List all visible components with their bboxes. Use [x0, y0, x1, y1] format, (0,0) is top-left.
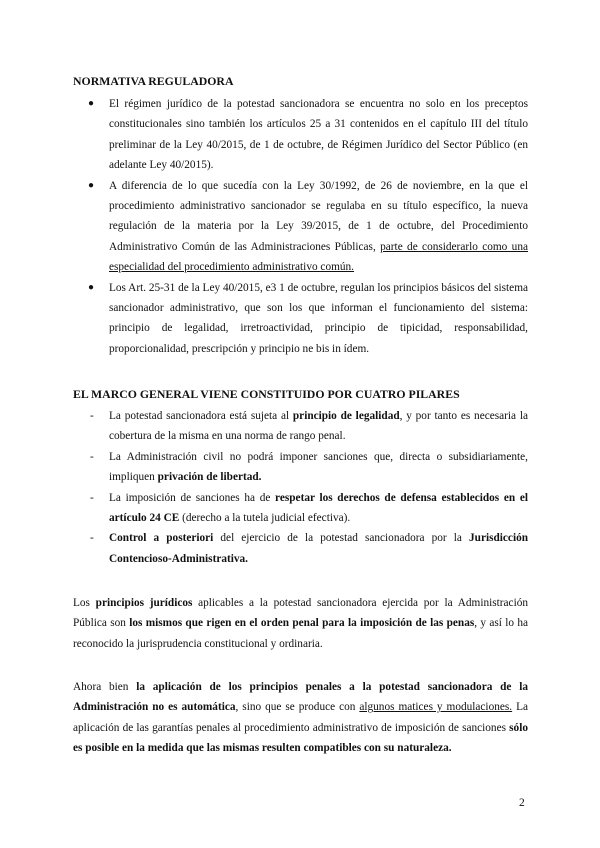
list-item: - La imposición de sanciones ha de respetar los derechos de defensa establecidos en el artículo 24 CE (derecho a la tutela judicial efectiva). — [88, 488, 528, 529]
dash-icon: - — [90, 532, 94, 545]
list-item: ● Los Art. 25-31 de la Ley 40/2015, e3 1 de octubre, regulan los principios básicos del sistema sancionador administrativo, que son los que informan el funcionamiento del sistema: principio de legalidad, irretroactividad, principio de tipicidad, responsabilidad, proporcionalidad, prescripción y principio ne bis in ídem. — [88, 278, 528, 360]
dash-icon: - — [90, 450, 94, 463]
normativa-bullet-list — [88, 94, 528, 359]
pilares-dash-list — [88, 406, 528, 569]
bullet-icon: ● — [88, 98, 95, 109]
dash-icon: - — [90, 410, 94, 422]
paragraph-aplicacion-principios: Ahora bien la aplicación de los principios penales a la potestad sancionadora de la Administración no es automática, sino que se produce con algunos matices y modulaciones. La aplicación de las garantías penales al procedimiento administrativo de imposición de sanciones sólo es posible en la medida que las mismas resulten compatibles con su naturaleza. — [73, 681, 528, 755]
bullet-icon: ● — [88, 179, 95, 191]
bullet-icon: ● — [88, 281, 95, 293]
page-number: 2 — [519, 797, 525, 809]
list-item: - La Administración civil no podrá imponer sanciones que, directa o subsidiariamente, impliquen privación de libertad. — [88, 447, 528, 488]
section-heading-marco-general: EL MARCO GENERAL VIENE CONSTITUIDO POR CUATRO PILARES — [73, 387, 460, 401]
section-heading-normativa: NORMATIVA REGULADORA — [73, 74, 234, 88]
paragraph-principios-juridicos: Los principios jurídicos aplicables a la potestad sancionadora ejercida por la Administración Pública son los mismos que rigen en el orden penal para la imposición de las penas, y así lo ha reconocido la jurisprudencia constitucional y ordinaria. — [73, 597, 529, 650]
dash-icon: - — [90, 491, 94, 504]
list-item: ● A diferencia de lo que sucedía con la Ley 30/1992, de 26 de noviembre, en la que el procedimiento administrativo sancionador se regulaba en su título específico, la nueva regulación de la materia por la Ley 39/2015, de 1 de octubre, del Procedimiento Administrativo Común de las Administraciones Públicas, parte de considerarlo como una especialidad del procedimiento administrativo común. — [88, 176, 528, 278]
list-item: ● El régimen jurídico de la potestad sancionadora se encuentra no solo en los preceptos constitucionales sino también los artículos 25 a 31 contenidos en el capítulo III del título preliminar de la Ley 40/2015, de 1 de octubre, de Régimen Jurídico del Sector Público (en adelante Ley 40/2015). — [88, 94, 528, 176]
list-item: - Control a posteriori del ejercicio de la potestad sancionadora por la Jurisdicción Contencioso-Administrativa. — [88, 528, 528, 569]
list-item: - La potestad sancionadora está sujeta al principio de legalidad, y por tanto es necesaria la cobertura de la misma en una norma de rango penal. — [88, 406, 528, 447]
